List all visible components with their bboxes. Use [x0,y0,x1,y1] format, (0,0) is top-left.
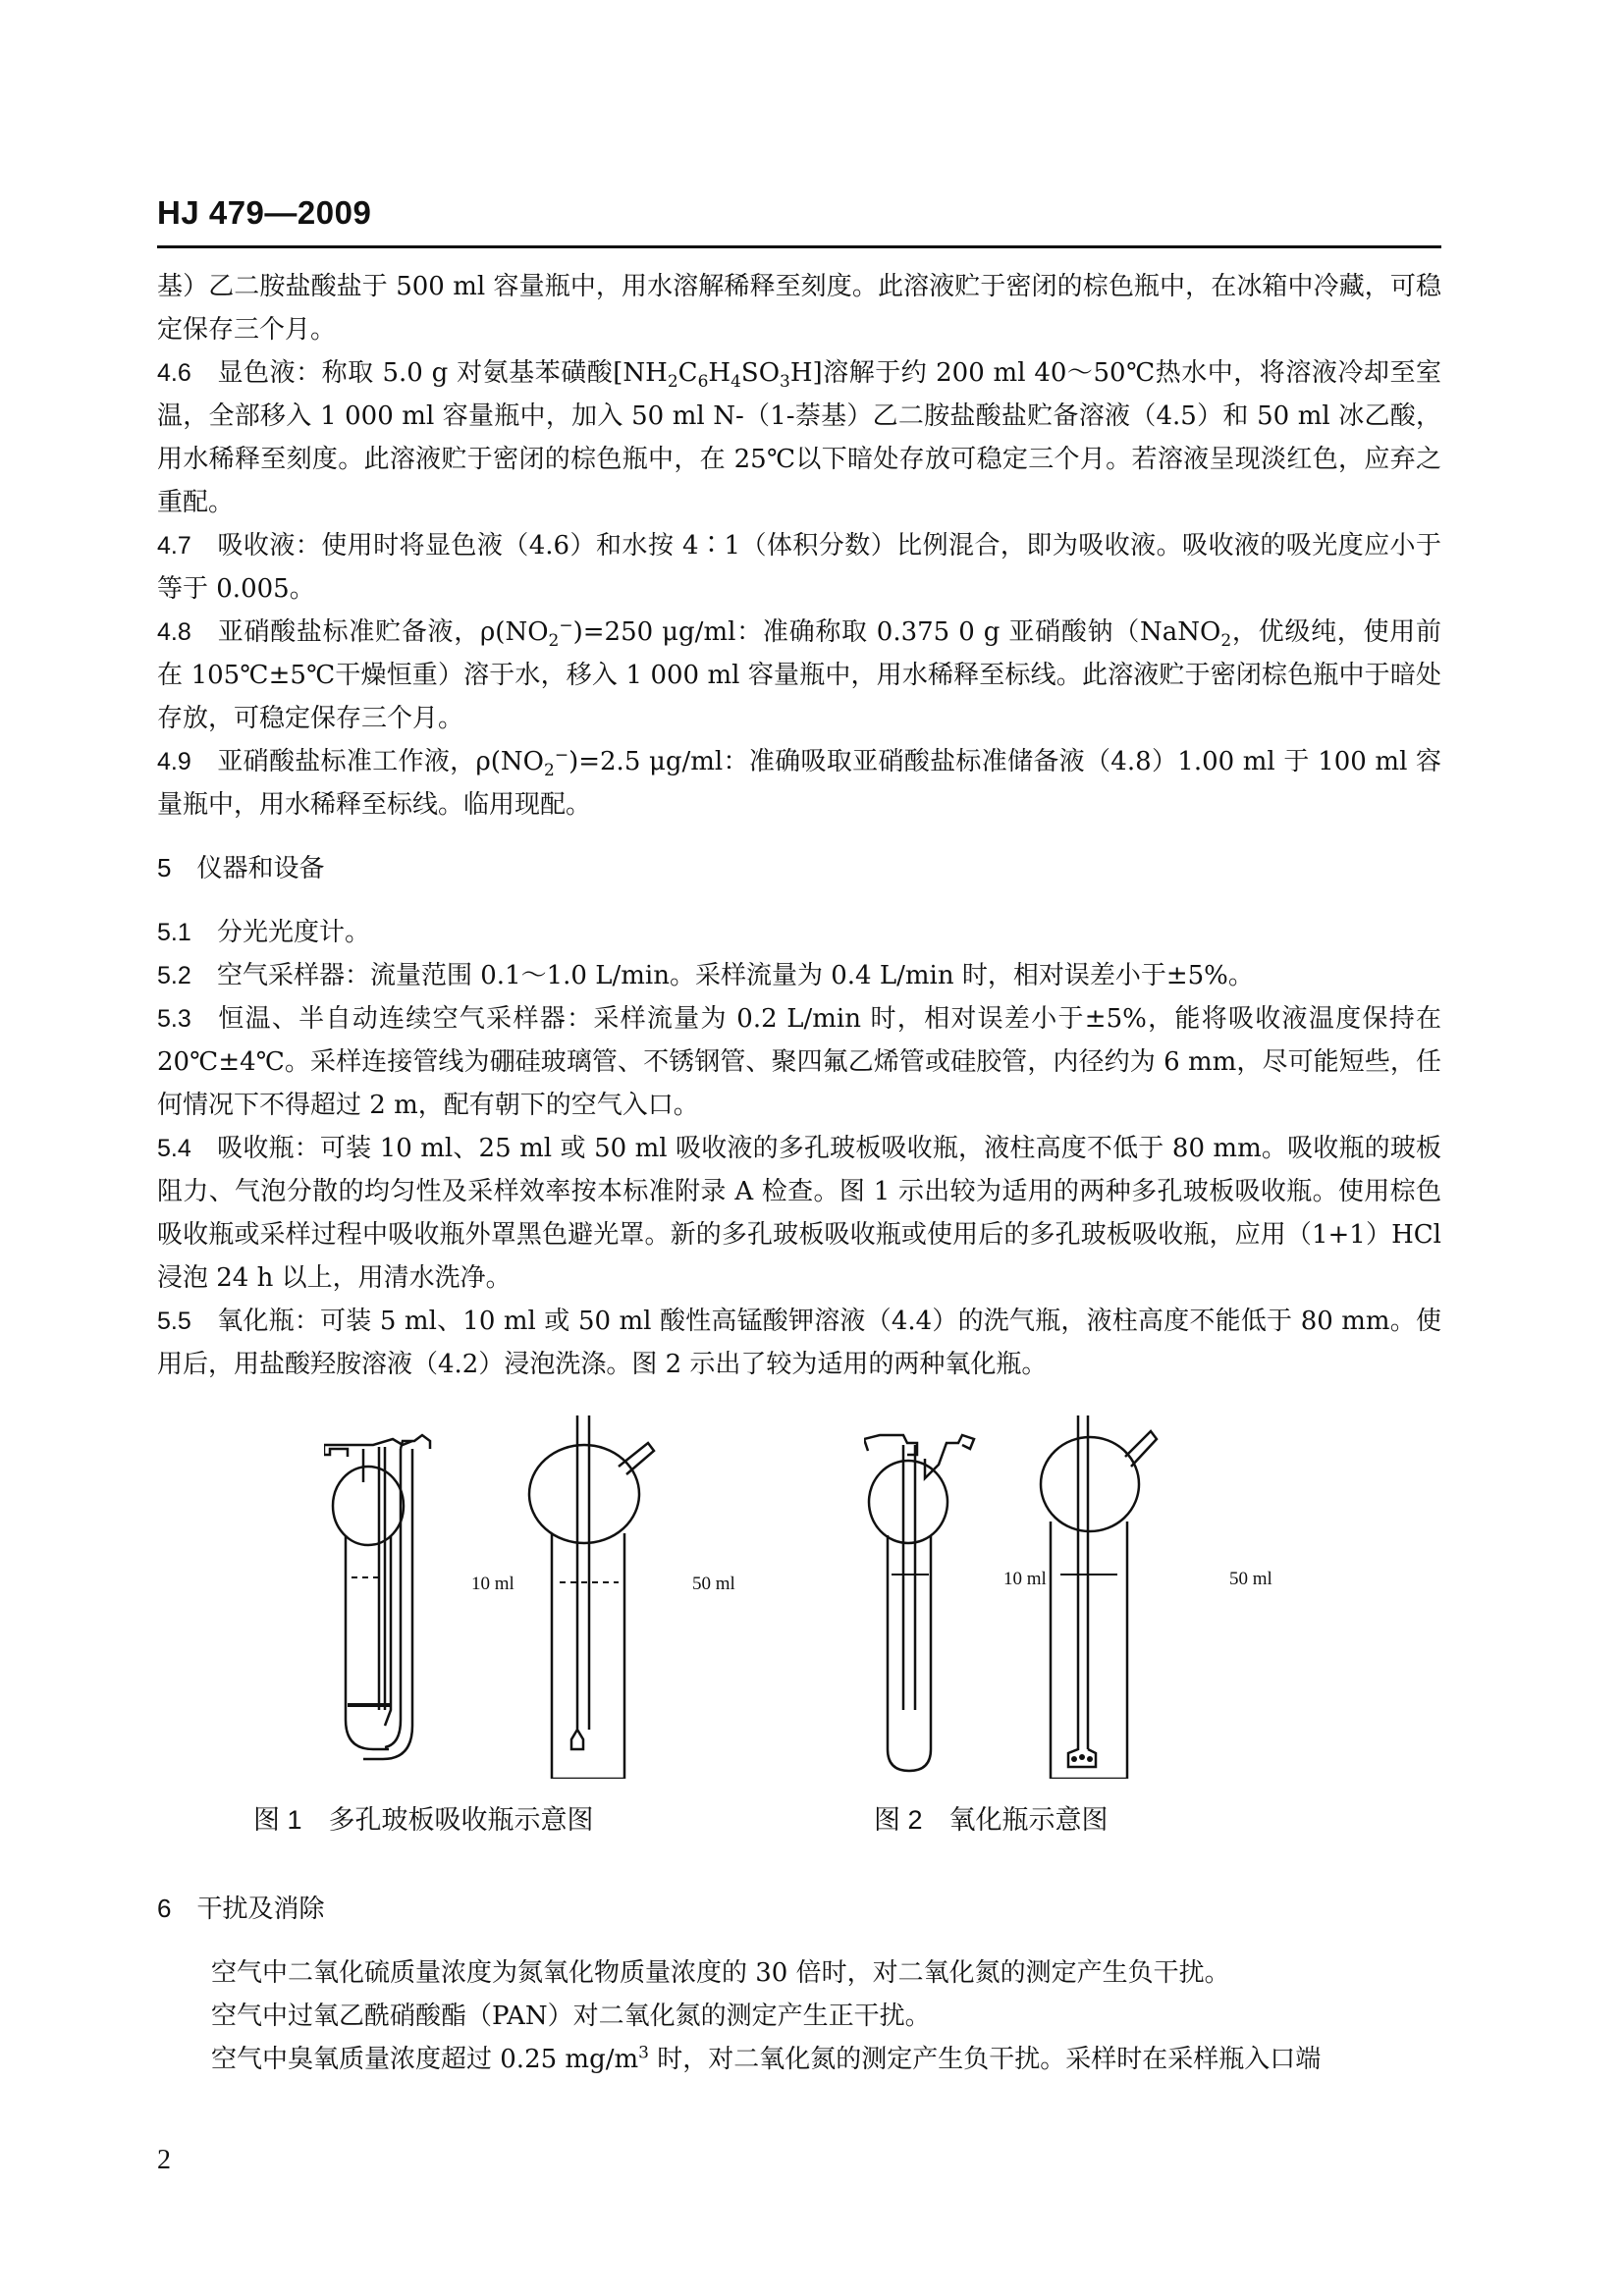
figure-2-label-50ml: 50 ml [1229,1569,1272,1589]
page-number: 2 [157,2145,171,2175]
clause-5-1: 5.1 分光光度计。 [157,911,1441,954]
clause-number: 5.1 [157,919,191,946]
clause-number: 5.2 [157,962,191,989]
figures-area [157,1415,1441,1867]
clause-number: 4.7 [157,532,191,560]
header-rule [157,245,1441,248]
standard-code: HJ 479—2009 [157,194,372,231]
figure-1-caption: 图 1 多孔玻板吸收瓶示意图 [253,1805,594,1835]
figure-1-label-10ml: 10 ml [471,1574,514,1594]
section-6-paragraph-2: 空气中过氧乙酰硝酸酯（PAN）对二氧化氮的测定产生正干扰。 [211,2002,931,2031]
clause-number: 5.5 [157,1308,191,1335]
section-6-paragraph-1: 空气中二氧化硫质量浓度为氮氧化物质量浓度的 30 倍时，对二氧化氮的测定产生负干扰。 [211,1958,1230,1988]
figure-1-absorption-bottles [324,1415,717,1779]
figure-2-label-10ml: 10 ml [1003,1569,1047,1589]
clause-4-7: 4.7 吸收液：使用时将显色液（4.6）和水按 4∶1（体积分数）比例混合，即为吸收液。吸收液的吸光度应小于等于 0.005。 [157,524,1441,611]
clause-4-6: 4.6 显色液：称取 5.0 g 对氨基苯磺酸$[NH_2C_6H_4SO_3H]$溶解于约 200 ml 40～50℃热水中，将溶液冷却至室温，全部移入 1 000 ml 容量瓶中，加入 50 ml N-（1-萘基）乙二胺盐酸盐贮备溶液（4.5）和 50 ml 冰乙酸，用水稀释至刻度。此溶液贮于密闭的棕色瓶中，在 25℃以下暗处存放可稳定三个月。若溶液呈现淡红色，应弃之重配。 [157,351,1441,524]
section-5-heading: 5 仪器和设备 [157,853,325,882]
figure-2-oxidation-bottles [864,1415,1257,1779]
clause-number: 4.8 [157,618,191,646]
clause-5-3: 5.3 恒温、半自动连续空气采样器：采样流量为 0.2 L/min 时，相对误差小于±5%，能将吸收液温度保持在 20℃±4℃。采样连接管线为硼硅玻璃管、不锈钢管、聚四氟乙烯管或硅胶管，内径约为 6 mm，尽可能短些，任何情况下不得超过 2 m，配有朝下的空气入口。 [157,997,1441,1127]
clause-5-4: 5.4 吸收瓶：可装 10 ml、25 ml 或 50 ml 吸收液的多孔玻板吸收瓶，液柱高度不低于 80 mm。吸收瓶的玻板阻力、气泡分散的均匀性及采样效率按本标准附录 A 检查。图 1 示出较为适用的两种多孔玻板吸收瓶。使用棕色吸收瓶或采样过程中吸收瓶外罩黑色避光罩。新的多孔玻板吸收瓶或使用后的多孔玻板吸收瓶，应用（1+1）HCl 浸泡 24 h 以上，用清水洗净。 [157,1127,1441,1300]
figure-1-label-50ml: 50 ml [692,1574,735,1594]
clause-number: 4.9 [157,748,191,775]
page-content [157,265,1441,2081]
section-6-heading: 6 干扰及消除 [157,1894,325,1923]
clause-number: 4.6 [157,359,191,387]
paragraph-continued: 基）乙二胺盐酸盐于 500 ml 容量瓶中，用水溶解稀释至刻度。此溶液贮于密闭的棕色瓶中，在冰箱中冷藏，可稳定保存三个月。 [157,272,1441,345]
clause-number: 5.4 [157,1135,191,1162]
section-6-paragraph-3: 空气中臭氧质量浓度超过 0.25 $mg/m^3$ 时，对二氧化氮的测定产生负干扰。采样时在采样瓶入口端 [211,2043,1322,2074]
clause-4-9: 4.9 亚硝酸盐标准工作液，$\rho(NO_2^-)=2.5$ μg/ml：准确吸取亚硝酸盐标准储备液（4.8）1.00 ml 于 100 ml 容量瓶中，用水稀释至标线。临用现配。 [157,740,1441,827]
clause-5-2: 5.2 空气采样器：流量范围 0.1～1.0 L/min。采样流量为 0.4 L/min 时，相对误差小于±5%。 [157,954,1441,997]
clause-number: 5.3 [157,1005,191,1033]
figure-2-caption: 图 2 氧化瓶示意图 [874,1805,1109,1835]
clause-4-8: 4.8 亚硝酸盐标准贮备液，$\rho(NO_2^-)=250$ μg/ml：准确称取 0.375 0 g 亚硝酸钠（NaNO$_2$，优级纯，使用前在 105℃±5℃干燥恒重）溶于水，移入 1 000 ml 容量瓶中，用水稀释至标线。此溶液贮于密闭棕色瓶中于暗处存放，可稳定保存三个月。 [157,611,1441,740]
clause-5-5: 5.5 氧化瓶：可装 5 ml、10 ml 或 50 ml 酸性高锰酸钾溶液（4.4）的洗气瓶，液柱高度不能低于 80 mm。使用后，用盐酸羟胺溶液（4.2）浸泡洗涤。图 2 示出了较为适用的两种氧化瓶。 [157,1300,1441,1386]
